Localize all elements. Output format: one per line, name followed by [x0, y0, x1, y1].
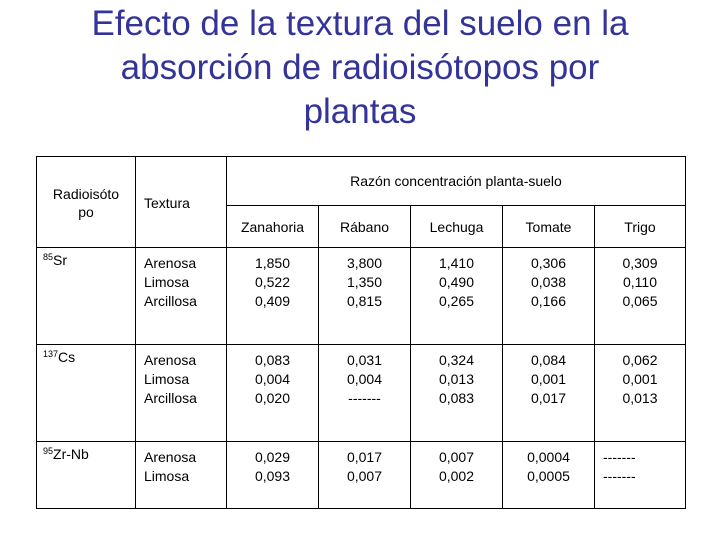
value: 0,020: [254, 390, 291, 406]
texture-label: Arcillosa: [144, 390, 197, 406]
value-cell: [319, 345, 411, 442]
isotope-mass: 137: [43, 349, 59, 359]
value: 0,490: [438, 274, 475, 290]
value-cell: [503, 248, 595, 345]
isotope-cell: [37, 442, 136, 509]
value-cell: [595, 248, 686, 345]
value: 0,166: [530, 293, 567, 309]
isotope-cell: [37, 248, 136, 345]
value: 0,084: [530, 352, 567, 368]
value-cell: [227, 248, 319, 345]
value: 0,815: [346, 293, 383, 309]
value: 0,522: [254, 274, 291, 290]
value: 0,031: [346, 352, 383, 368]
table-row: [37, 345, 686, 442]
texture-label: Arenosa: [144, 449, 197, 465]
value-cell: [411, 442, 503, 509]
header-radioisotopo-line: Radioisóto: [52, 186, 120, 202]
texture-cell: [136, 345, 227, 442]
value: 0,029: [254, 449, 291, 465]
isotope-mass: 85: [43, 252, 54, 262]
value: 0,093: [254, 468, 291, 484]
value: 0,306: [530, 255, 567, 271]
isotope-mass: 95: [43, 446, 54, 456]
value: 0,065: [622, 293, 658, 309]
value: 0,083: [438, 390, 475, 406]
value: 0,324: [438, 352, 475, 368]
value: 0,013: [438, 371, 475, 387]
title-line: plantas: [303, 92, 417, 131]
texture-label: Arcillosa: [144, 293, 197, 309]
value-cell: [503, 345, 595, 442]
header-crop-trigo: Trigo: [595, 206, 686, 248]
value: 0,062: [622, 352, 658, 368]
title-line: absorción de radioisótopos por: [120, 48, 600, 87]
value: 0,409: [254, 293, 291, 309]
value: 3,800: [346, 255, 383, 271]
header-crop-tomate: Tomate: [503, 206, 595, 248]
title-line: Efecto de la textura del suelo en la: [91, 4, 629, 43]
isotope-symbol: Zr-Nb: [53, 446, 89, 462]
isotope-symbol: Cs: [58, 349, 76, 365]
isotope-cell: [37, 345, 136, 442]
header-crop-lechuga: Lechuga: [411, 206, 503, 248]
header-textura: Textura: [136, 157, 227, 248]
value: 0,309: [622, 255, 658, 271]
texture-label: Limosa: [144, 371, 190, 387]
value-cell: [503, 442, 595, 509]
value: 0,017: [530, 390, 567, 406]
value: -------: [603, 468, 636, 484]
value: 1,410: [438, 255, 475, 271]
value-cell: [227, 345, 319, 442]
value-cell: [319, 442, 411, 509]
texture-cell: [136, 442, 227, 509]
value-cell: [227, 442, 319, 509]
header-radioisotopo-line: po: [78, 204, 94, 220]
value: 0,001: [530, 371, 567, 387]
texture-cell: [136, 248, 227, 345]
texture-label: Arenosa: [144, 352, 197, 368]
absorption-table: [36, 156, 686, 509]
value: -------: [348, 390, 381, 406]
texture-label: Limosa: [144, 468, 190, 484]
value-cell: [595, 345, 686, 442]
value: 0,007: [346, 468, 383, 484]
header-razon: Razón concentración planta-suelo: [227, 157, 686, 206]
value: 1,350: [346, 274, 383, 290]
header-crop-zanahoria: Zanahoria: [227, 206, 319, 248]
value-cell: [411, 345, 503, 442]
value-cell: [595, 442, 686, 509]
value: 0,083: [254, 352, 291, 368]
value: 0,002: [438, 468, 475, 484]
table-row: [37, 248, 686, 345]
header-crop-rabano: Rábano: [319, 206, 411, 248]
value: 0,013: [622, 390, 658, 406]
value-cell: [319, 248, 411, 345]
value: 1,850: [254, 255, 291, 271]
value: 0,001: [622, 371, 658, 387]
texture-label: Limosa: [144, 274, 190, 290]
value: -------: [603, 449, 636, 465]
value: 0,004: [346, 371, 383, 387]
header-radioisotopo: [37, 157, 136, 248]
value-cell: [411, 248, 503, 345]
value: 0,265: [438, 293, 475, 309]
value: 0,110: [623, 274, 657, 290]
value: 0,0005: [527, 468, 570, 484]
value: 0,004: [254, 371, 291, 387]
value: 0,017: [346, 449, 383, 465]
value: 0,007: [438, 449, 475, 465]
isotope-symbol: Sr: [53, 252, 68, 268]
table-row: [37, 442, 686, 509]
texture-label: Arenosa: [144, 255, 197, 271]
value: 0,0004: [527, 449, 570, 465]
slide-title: [0, 2, 720, 134]
value: 0,038: [530, 274, 567, 290]
